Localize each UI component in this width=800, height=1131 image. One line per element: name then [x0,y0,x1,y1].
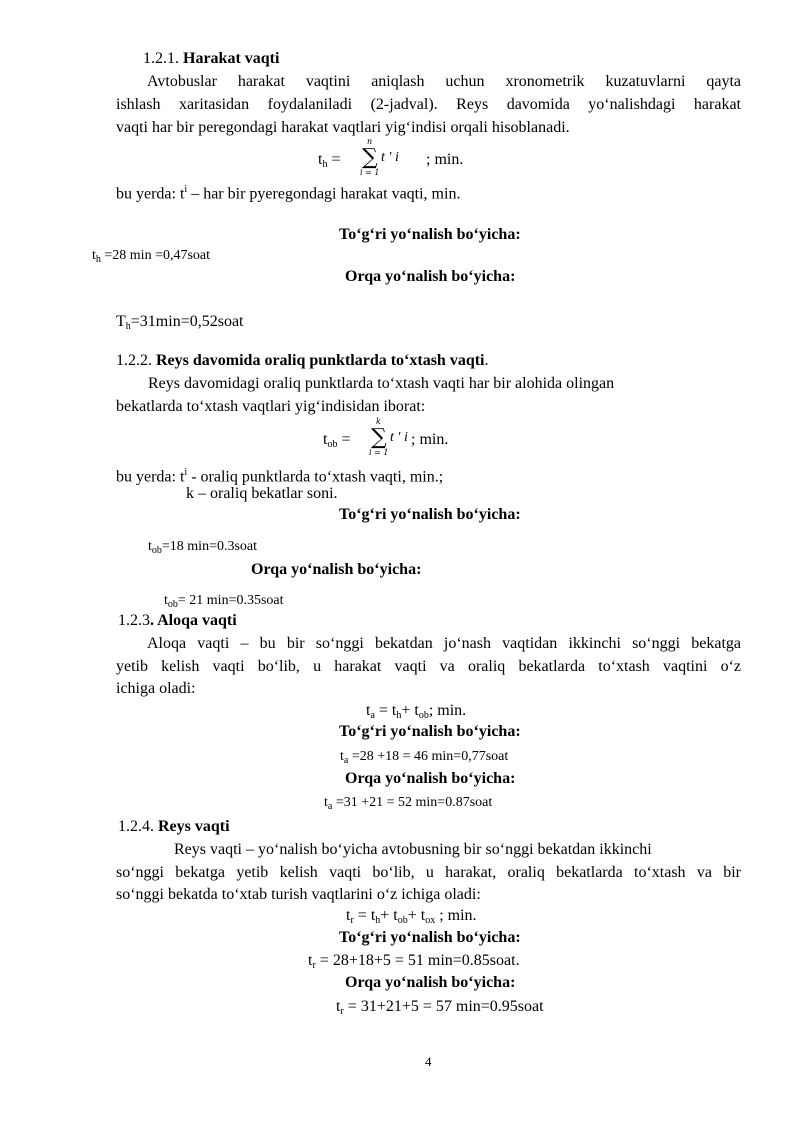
section-number: 1.2.2. [116,352,152,369]
section-121-heading [143,49,279,69]
formula-lhs-sub: h [322,159,328,170]
formula-lhs: t [323,431,328,448]
section-124-heading [118,817,230,837]
formula-tr: $t_r = t_h+ t_{ob}+ t_{ox}$ ; min. [346,907,477,926]
section-122-heading: 1.2.2. Reys davomida oraliq punktlarda to‘xtash vaqti. [116,352,489,369]
paragraph-line: bekatlarda to‘xtash vaqtlari yig‘indisidan iborat: [116,398,426,415]
summation-symbol: n ∑ i = 1 [360,137,380,177]
direction-forward-heading: To‘g‘ri yo‘nalish bo‘yicha: [339,226,521,243]
summation-upper: k [376,417,381,426]
paragraph-line: ishlash xaritasidan foydalaniladi (2-jadval). Reys davomida yo‘nalishdagi harakat [116,96,741,113]
result-forward: $t_{ob}=18$ min=0.3soat [148,539,258,556]
formula-lhs: t [318,151,323,168]
direction-back-heading: Orqa yo‘nalish bo‘yicha: [345,268,516,285]
formula-term: t ′ i [390,430,408,445]
direction-back-heading: Orqa yo‘nalish bo‘yicha: [345,974,516,991]
paragraph-line: Avtobuslar harakat vaqtini aniqlash uchun xronometrik kuzatuvlarni qayta [147,73,741,90]
section-number: 1.2.4. [118,818,154,835]
section-number: 1.2.3 [118,612,150,629]
paragraph-line: yetib kelish vaqti bo‘lib, u harakat vaqti va oraliq bekatlarda to‘xtash vaqtini o‘z [116,658,741,675]
summation-symbol: k ∑ i = 1 [369,417,389,457]
result-forward: $t_h =28$ min =0,47soat [92,248,211,265]
paragraph-line: Aloqa vaqti – bu bir so‘nggi bekatdan jo‘nash vaqtidan ikkinchi so‘nggi bekatga [147,635,741,652]
paragraph-line: Reys vaqti – yo‘nalish bo‘yicha avtobusning bir so‘nggi bekatdan ikkinchi [174,841,652,858]
section-title: Harakat vaqti [183,50,280,67]
section-number: 1.2.1. [143,50,179,67]
summation-lower: i = 1 [369,448,389,457]
direction-forward-heading: To‘g‘ri yo‘nalish bo‘yicha: [339,929,521,946]
formula-term: t ′ i [381,150,399,165]
summation-upper: n [367,137,373,146]
page-number: 4 [425,1054,432,1069]
section-title: . Aloqa vaqti [150,612,237,629]
summation-lower: i = 1 [360,168,380,177]
result-forward: $t_a =28 +18 = 46$ min=0,77soat [340,749,509,766]
direction-back-heading: Orqa yo‘nalish bo‘yicha: [345,770,516,787]
result-back: $t_a =31 +21 = 52$ min=0.87soat [324,795,493,812]
result-back: $t_{ob}= 21$ min=0.35soat [164,593,284,610]
result-forward: $t_r = 28+18+5 = 51$ min=0.85soat. [308,952,520,971]
formula-equals: = [331,151,341,168]
result-back: $t_r = 31+21+5 = 57$ min=0.95soat [336,998,544,1017]
paragraph-line: so‘nggi bekatda to‘xtab turish vaqtlarini o‘z ichiga oladi: [116,886,481,903]
formula-lhs-sub: ob [327,439,338,450]
section-title: Reys davomida oraliq punktlarda to‘xtash vaqti [156,352,485,369]
formula-unit: ; min. [411,431,449,448]
formula-ta: $t_a = t_h+ t_{ob}$; min. [366,702,467,721]
result-back: $T_h=31\min=0,52soat$ [116,313,244,332]
direction-back-heading: Orqa yo‘nalish bo‘yicha: [251,561,422,578]
paragraph-line: ichiga oladi: [116,680,196,697]
direction-forward-heading: To‘g‘ri yo‘nalish bo‘yicha: [339,723,521,740]
where-line: k – oraliq bekatlar soni. [186,485,338,502]
formula-unit: ; min. [426,151,464,168]
section-123-heading [118,611,237,631]
direction-forward-heading: To‘g‘ri yo‘nalish bo‘yicha: [339,506,521,523]
paragraph-line: so‘nggi bekatga yetib kelish vaqti bo‘lib, u harakat, oraliq bekatlarda to‘xtash va bir [116,864,741,881]
where-line: bu yerda: $t^i$ – har bir pyeregondagi harakat vaqti, min. [116,184,461,203]
formula-equals: = [341,431,351,448]
where-line: bu yerda: $t^i$ - oraliq punktlarda to‘xtash vaqti, min.; [116,467,444,486]
paragraph-line: vaqti har bir peregondagi harakat vaqtlari yig‘indisi orqali hisoblanadi. [116,119,570,136]
section-title: Reys vaqti [158,818,230,835]
paragraph-line: Reys davomidagi oraliq punktlarda to‘xtash vaqti har bir alohida olingan [148,375,615,392]
